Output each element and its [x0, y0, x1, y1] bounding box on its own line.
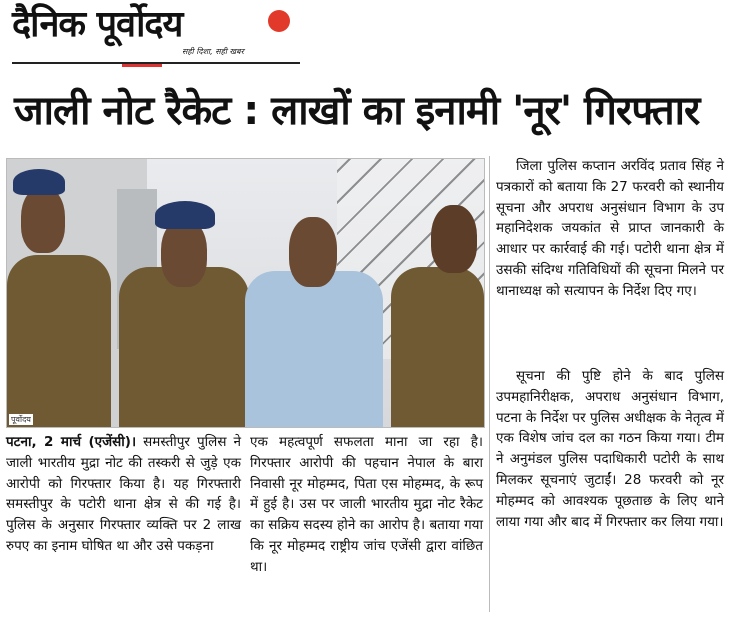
police-officer-3: [387, 159, 484, 427]
arrested-person: [245, 159, 385, 427]
masthead-accent-bar: [122, 64, 162, 67]
headline: जाली नोट रैकेट : लाखों का इनामी 'नूर' गिरफ्तार: [14, 88, 700, 134]
article-paragraph-right-1: जिला पुलिस कप्तान अरविंद प्रताव सिंह ने पत्रकारों को बताया कि 27 फरवरी को स्थानीय सूचना और अपराध अनुसंधान विभाग के उप महानिदेशक जयकांत से प्राप्त जानकारी के आधार पर कार्रवाई की गई। पटोरी थाना क्षेत्र में उसकी संदिग्ध गतिविधियों की सूचना मिलने पर थानाध्यक्ष को सत्यापन के निर्देश दिए गए।: [496, 158, 724, 299]
dateline: पटना, 2 मार्च (एजेंसी)।: [6, 434, 137, 450]
logo-dot-icon: [268, 10, 290, 32]
column-divider: [489, 156, 490, 612]
masthead-tagline: सही दिशा, सही खबर: [182, 47, 244, 56]
article-column-middle: [250, 432, 483, 578]
article-text-middle: एक महत्वपूर्ण सफलता माना जा रहा है। गिरफ्तार आरोपी की पहचान नेपाल के बारा निवासी नूर मोहम्मद, पिता एस मोहम्मद, के रूप में हुई है। उस पर जाली भारतीय मुद्रा नोट रैकेट का सक्रिय सदस्य होने का आरोप है। बताया गया कि नूर मोहम्मद राष्ट्रीय जांच एजेंसी द्वारा वांछित था।: [250, 434, 483, 575]
article-paragraph-right-2: सूचना की पुष्टि होने के बाद पुलिस उपमहानिरीक्षक, अपराध अनुसंधान विभाग, पटना के निर्देश पर पुलिस अधीक्षक के नेतृत्व में एक विशेष जांच दल का गठन किया गया। टीम ने अनुमंडल पुलिस पदाधिकारी पटोरी के साथ मिलकर सूचनाएं जुटाईं। 28 फरवरी को नूर मोहम्मद को आवश्यक पूछताछ के लिए थाने लाया गया और बाद में गिरफ्तार कर लिया गया।: [496, 368, 724, 530]
masthead: [12, 2, 312, 74]
article-column-right-bottom: [496, 366, 724, 532]
photo-credit: पूर्वोदय: [11, 415, 31, 424]
police-officer-2: [119, 159, 254, 427]
article-column-left: [6, 432, 241, 557]
article-column-right-top: [496, 156, 724, 302]
news-photo: [6, 158, 485, 428]
police-officer-1: [7, 159, 117, 427]
newspaper-logo: दैनिक पूर्वोदय: [12, 4, 183, 45]
article-text-left: समस्तीपुर पुलिस ने जाली भारतीय मुद्रा नोट की तस्करी से जुड़े एक आरोपी को गिरफ्तार किया है। यह गिरफ्तारी समस्तीपुर के पटोरी थाना क्षेत्र से की गई है। पुलिस के अनुसार गिरफ्तार व्यक्ति पर 2 लाख रुपए का इनाम घोषित था और उसे पकड़ना: [6, 434, 241, 554]
